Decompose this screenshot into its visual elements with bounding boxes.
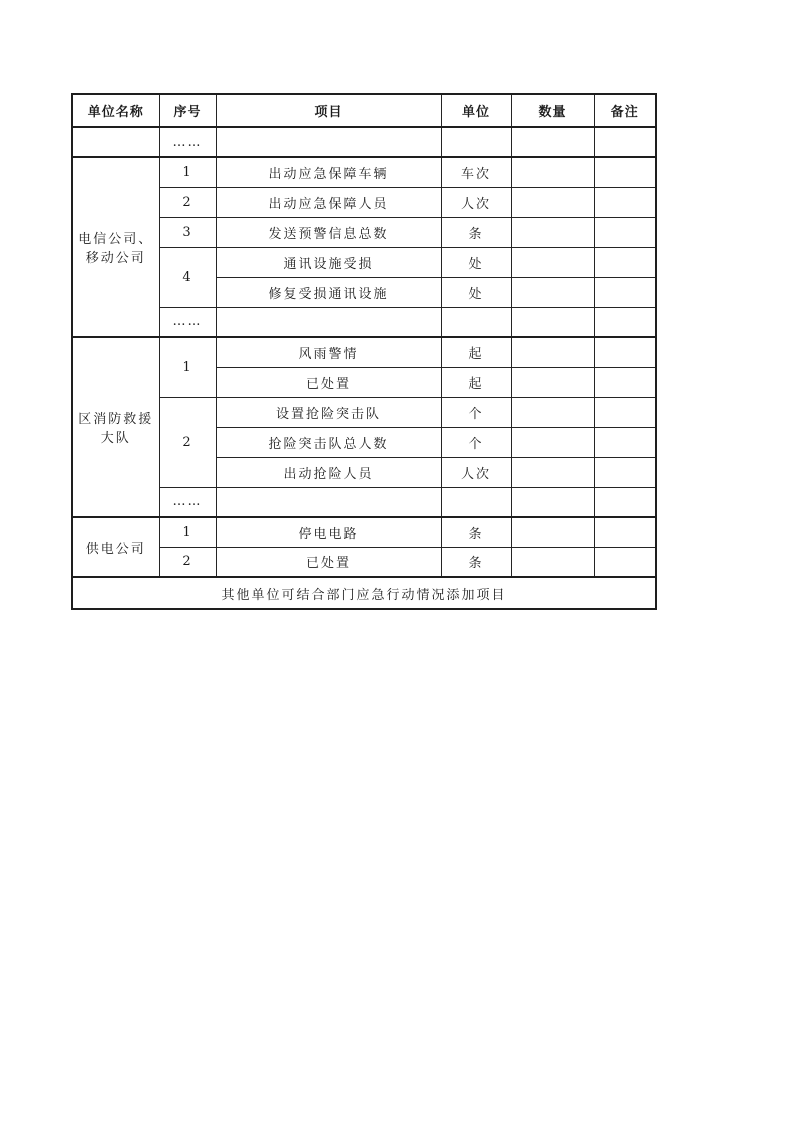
quantity-cell xyxy=(511,547,594,577)
measure-cell: 个 xyxy=(441,427,511,457)
seq-cell: 2 xyxy=(159,547,216,577)
quantity-cell xyxy=(511,427,594,457)
measure-cell: 车次 xyxy=(441,157,511,187)
remark-cell xyxy=(594,247,656,277)
unit-name-cell: 供电公司 xyxy=(72,517,159,577)
quantity-cell xyxy=(511,217,594,247)
item-cell: 发送预警信息总数 xyxy=(216,217,441,247)
unit-name-cell: 电信公司、移动公司 xyxy=(72,157,159,337)
remark-cell xyxy=(594,217,656,247)
table-row xyxy=(72,127,656,157)
measure-cell xyxy=(441,127,511,157)
col-header-remark: 备注 xyxy=(594,94,656,127)
item-cell: 风雨警情 xyxy=(216,337,441,367)
seq-cell: 2 xyxy=(159,187,216,217)
item-cell: 修复受损通讯设施 xyxy=(216,277,441,307)
table-row xyxy=(72,247,656,277)
item-cell: 停电电路 xyxy=(216,517,441,547)
quantity-cell xyxy=(511,517,594,547)
item-cell: 已处置 xyxy=(216,367,441,397)
col-header-unit-name: 单位名称 xyxy=(72,94,159,127)
col-header-measure: 单位 xyxy=(441,94,511,127)
unit-name-cell xyxy=(72,127,159,157)
seq-cell: 1 xyxy=(159,517,216,547)
item-cell: 通讯设施受损 xyxy=(216,247,441,277)
item-cell: 出动应急保障车辆 xyxy=(216,157,441,187)
seq-cell: 2 xyxy=(159,397,216,487)
item-cell: 出动应急保障人员 xyxy=(216,187,441,217)
quantity-cell xyxy=(511,457,594,487)
table-row xyxy=(72,187,656,217)
measure-cell: 起 xyxy=(441,337,511,367)
measure-cell: 条 xyxy=(441,547,511,577)
quantity-cell xyxy=(511,187,594,217)
unit-name-cell: 区消防救援大队 xyxy=(72,337,159,517)
table-footer-row xyxy=(72,577,656,609)
item-cell: 已处置 xyxy=(216,547,441,577)
remark-cell xyxy=(594,547,656,577)
col-header-seq: 序号 xyxy=(159,94,216,127)
table-row xyxy=(72,397,656,427)
table-row xyxy=(72,157,656,187)
item-cell: 设置抢险突击队 xyxy=(216,397,441,427)
quantity-cell xyxy=(511,157,594,187)
quantity-cell xyxy=(511,337,594,367)
quantity-cell xyxy=(511,397,594,427)
remark-cell xyxy=(594,367,656,397)
remark-cell xyxy=(594,397,656,427)
table-row xyxy=(72,547,656,577)
quantity-cell xyxy=(511,367,594,397)
table-row xyxy=(72,487,656,517)
remark-cell xyxy=(594,307,656,337)
seq-cell: 1 xyxy=(159,157,216,187)
measure-cell: 处 xyxy=(441,247,511,277)
table-row xyxy=(72,517,656,547)
seq-cell: 1 xyxy=(159,337,216,397)
remark-cell xyxy=(594,277,656,307)
remark-cell xyxy=(594,157,656,187)
table-header-row xyxy=(72,94,656,127)
item-cell xyxy=(216,127,441,157)
col-header-quantity: 数量 xyxy=(511,94,594,127)
quantity-cell xyxy=(511,127,594,157)
remark-cell xyxy=(594,337,656,367)
remark-cell xyxy=(594,127,656,157)
measure-cell: 人次 xyxy=(441,457,511,487)
quantity-cell xyxy=(511,247,594,277)
table-row xyxy=(72,307,656,337)
seq-cell: 4 xyxy=(159,247,216,307)
quantity-cell xyxy=(511,307,594,337)
seq-cell: …… xyxy=(159,127,216,157)
measure-cell xyxy=(441,307,511,337)
col-header-item: 项目 xyxy=(216,94,441,127)
remark-cell xyxy=(594,187,656,217)
remark-cell xyxy=(594,517,656,547)
seq-cell: …… xyxy=(159,307,216,337)
measure-cell: 条 xyxy=(441,217,511,247)
measure-cell xyxy=(441,487,511,517)
measure-cell: 条 xyxy=(441,517,511,547)
item-cell xyxy=(216,487,441,517)
emergency-report-table xyxy=(71,93,657,610)
measure-cell: 处 xyxy=(441,277,511,307)
quantity-cell xyxy=(511,487,594,517)
remark-cell xyxy=(594,457,656,487)
measure-cell: 人次 xyxy=(441,187,511,217)
measure-cell: 起 xyxy=(441,367,511,397)
item-cell xyxy=(216,307,441,337)
measure-cell: 个 xyxy=(441,397,511,427)
seq-cell: 3 xyxy=(159,217,216,247)
remark-cell xyxy=(594,487,656,517)
item-cell: 抢险突击队总人数 xyxy=(216,427,441,457)
footer-note: 其他单位可结合部门应急行动情况添加项目 xyxy=(72,577,656,609)
table-row xyxy=(72,217,656,247)
quantity-cell xyxy=(511,277,594,307)
item-cell: 出动抢险人员 xyxy=(216,457,441,487)
remark-cell xyxy=(594,427,656,457)
table-row xyxy=(72,337,656,367)
seq-cell: …… xyxy=(159,487,216,517)
